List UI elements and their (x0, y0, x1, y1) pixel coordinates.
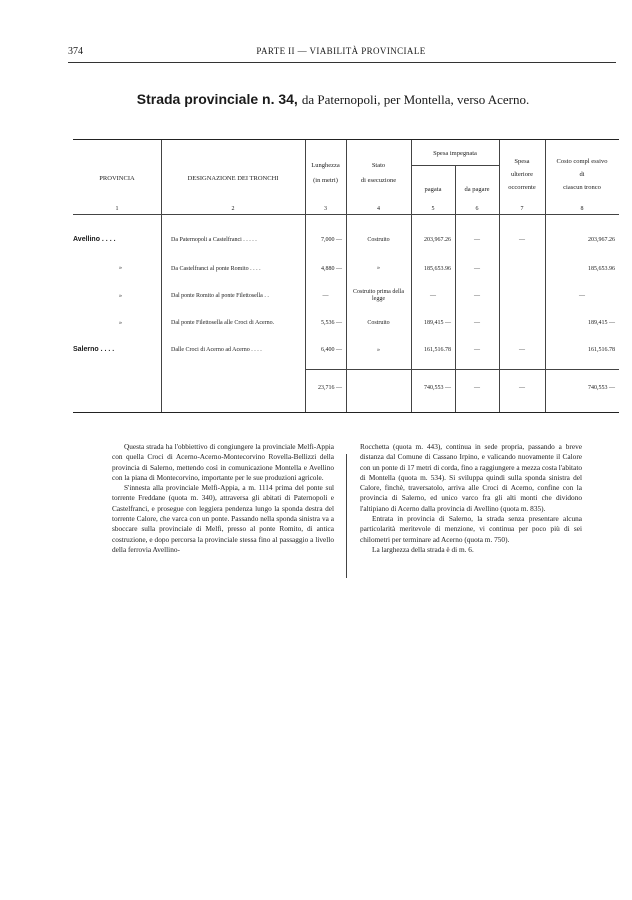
body-paragraph: Entrata in provincia di Salerno, la strada senza presentare alcuna particolarità meritevole di menzione, vi continua per poco più di sei chilometri per terminare ad Acerno (quota m. 750). (360, 514, 582, 544)
header-costo-line: ciascun tronco (563, 184, 601, 192)
header-spesa-ulteriore (499, 158, 545, 191)
table-divider (411, 165, 499, 166)
header-designazione: DESIGNAZIONE DEI TRONCHI (187, 175, 279, 182)
cell-tronco: Dal ponte Romito al ponte Filettosella . . (171, 293, 269, 299)
cell-tronco: Dal ponte Filettosella alle Croci di Acerno. (171, 320, 275, 326)
page-title (60, 91, 606, 109)
header-ulteriore-line: Spesa (514, 158, 530, 165)
table-divider (455, 166, 456, 412)
cell-ulteriore: — (519, 347, 525, 353)
body-paragraph: La larghezza della strada è di m. 6. (372, 544, 474, 554)
cell-costo: 185,653.96 (588, 266, 615, 272)
cell-provincia: Salerno . . . . (73, 346, 115, 353)
total-lunghezza: 23,716 — (318, 385, 342, 391)
header-lunghezza-line: Lunghezza (311, 162, 340, 169)
total-costo: 740,553 — (588, 385, 615, 391)
title-route: da Paternopoli, per Montella, verso Acerno. (301, 92, 530, 107)
column-number: 3 (324, 206, 327, 212)
header-spesa-impegnata: Spesa impegnata (433, 150, 477, 157)
cell-lunghezza: 7,000 — (321, 237, 342, 243)
header-lunghezza-unit: (in metri) (313, 177, 338, 185)
cell-pagata: 189,415 — (424, 320, 451, 326)
header-ulteriore-line: ulteriore (510, 171, 534, 179)
page-number: 374 (68, 46, 83, 57)
table-divider (73, 214, 619, 215)
cell-stato: Costruito (367, 237, 390, 243)
body-paragraph: S'innesta alla provinciale Melfi-Appia, a m. 1114 prima del ponte sul torrente Freddane (quota m. 340), attraversa gli abitati di Paternopoli e Castelfranci, e prosegue con leggiera pendenza lungo la sponda destra del torrente Calore, che varca con un ponte. Passando nella sponda sinistra va a sboccare sulla provinciale di Melfi, presso al ponte Romito, di antica costruzione, e dopo percorsa la provinciale stessa fino al passaggio a livello della ferrovia Avellino- (112, 483, 334, 554)
column-number: 6 (475, 206, 479, 212)
header-provincia: PROVINCIA (99, 175, 135, 182)
cell-costo: 161,516.78 (588, 347, 615, 353)
total-ulteriore: — (519, 385, 525, 391)
title-road-number: Strada provinciale n. 34, (136, 91, 298, 107)
cell-tronco: Dalle Croci di Acerno ad Acerno . . . . (171, 347, 262, 353)
cell-ulteriore: — (519, 237, 525, 243)
cell-provincia: » (119, 320, 122, 326)
cell-tronco: Da Paternopoli a Castelfranci . . . . . (171, 237, 257, 243)
cell-lunghezza: 4,880 — (321, 266, 342, 272)
column-number: 8 (580, 206, 584, 212)
cell-provincia: » (119, 293, 122, 299)
cell-provincia: » (119, 265, 122, 271)
cell-costo: 203,967.26 (588, 237, 615, 243)
cell-costo: — (579, 293, 585, 299)
cell-da-pagare: — (474, 237, 480, 243)
table-divider (305, 369, 619, 370)
column-number: 2 (231, 206, 235, 212)
column-rule (346, 454, 347, 578)
header-costo-line: di (579, 171, 585, 179)
cell-da-pagare: — (474, 293, 480, 299)
cell-da-pagare: — (474, 266, 480, 272)
body-paragraph: Rocchetta (quota m. 443), continua in sede propria, passando a breve distanza dal Comune di Cassano Irpino, e valicando nuovamente il Calore con un ponte di 17 metri di corda, fino a raggiungere a mezza costa l'abitato di Montella (quota m. 534). Si sviluppa quindi sulla sponda sinistra del Calore, finchè, traversatolo, arriva alle Croci di Acerno, confine con la provincia di Salerno, ed unico varco fra gli alti monti che dividono l'altipiano di Acerno dalla provincia di Avellino (quota m. 835). (360, 442, 582, 513)
cell-pagata: 185,653.96 (424, 266, 451, 272)
total-pagata: 740,553 — (424, 385, 451, 391)
column-number: 5 (431, 206, 435, 212)
cell-provincia: Avellino . . . . (73, 236, 116, 243)
cell-stato: Costruito prima della legge (353, 289, 404, 302)
cell-pagata: 161,516.78 (424, 347, 451, 353)
header-rule (68, 62, 616, 63)
cell-lunghezza: — (322, 293, 329, 299)
table-divider (411, 140, 412, 412)
header-costo (545, 158, 619, 191)
part-title: PARTE II — VIABILITÀ PROVINCIALE (256, 46, 426, 56)
header-stato-line: Stato (371, 162, 386, 169)
cell-lunghezza: 6,400 — (321, 347, 342, 353)
total-da-pagare: — (474, 385, 480, 391)
body-column-right (360, 442, 582, 555)
cell-pagata: — (430, 293, 436, 299)
column-number: 1 (115, 206, 119, 212)
cell-da-pagare: — (474, 347, 480, 353)
cell-stato: » (377, 347, 380, 353)
header-pagata: pagata (424, 186, 442, 193)
cell-pagata: 203,967.26 (424, 237, 451, 243)
body-paragraph: Questa strada ha l'obbiettivo di congiungere la provinciale Melfi-Appia con quella Croci di Acerno-Acerno-Montecorvino Rovella-Bellizzi della provincia di Salerno, mettendo così in comunicazione Montella e Avellino con la piana di Montecorvino, importante per le sue produzioni agricole. (112, 442, 334, 482)
cell-tronco: Da Castelfranci al ponte Romito . . . . (171, 266, 261, 272)
cell-lunghezza: 5,536 — (321, 320, 342, 326)
header-lunghezza (305, 162, 346, 184)
header-da-pagare: da pagare (464, 186, 490, 193)
data-table (73, 139, 619, 413)
cell-da-pagare: — (474, 320, 480, 326)
running-header (68, 46, 614, 60)
header-ulteriore-line: occorrente (508, 184, 536, 192)
cell-costo: 189,415 — (588, 320, 615, 326)
cell-stato: » (377, 265, 380, 271)
body-column-left (112, 442, 334, 555)
header-stato-line: di esecuzione (360, 177, 397, 185)
column-number: 7 (520, 206, 524, 212)
header-stato (346, 162, 411, 184)
cell-stato: Costruito (367, 320, 390, 326)
column-number: 4 (377, 206, 380, 212)
header-costo-line: Costo compl essivo (556, 158, 608, 165)
